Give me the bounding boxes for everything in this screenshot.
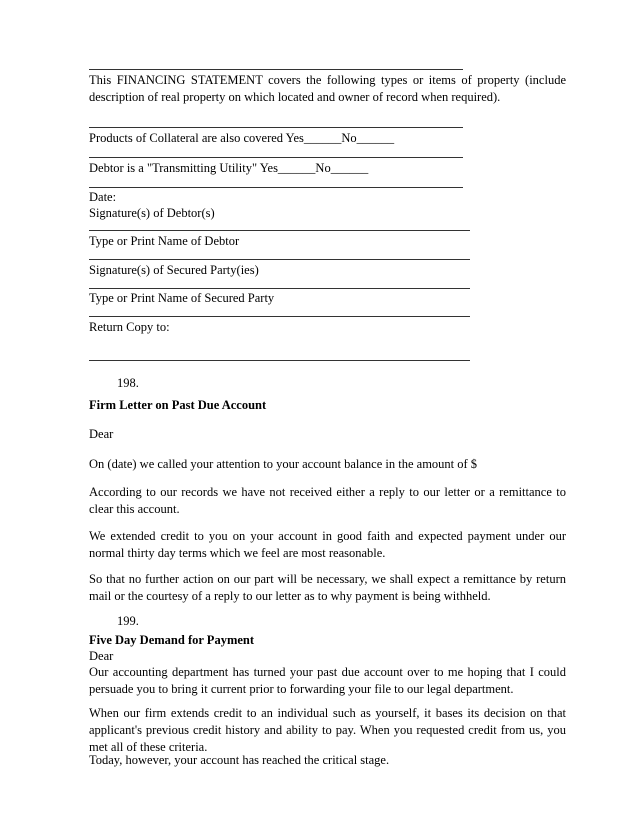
signature-debtor-label: Signature(s) of Debtor(s) [89, 206, 215, 220]
financing-covers-text: This FINANCING STATEMENT covers the following types or items of property (include description of real property on which located and owner of record when required). [89, 73, 566, 104]
signature-line [89, 187, 463, 188]
salutation: Dear [89, 427, 114, 441]
signature-line [89, 259, 470, 260]
return-copy-label: Return Copy to: [89, 320, 170, 334]
signature-line [89, 230, 470, 231]
signature-line [89, 316, 470, 317]
signature-line [89, 69, 463, 70]
name-secured-party-label: Type or Print Name of Secured Party [89, 291, 275, 305]
paragraph: When our firm extends credit to an individual such as yourself, it bases its decision on that applicant's previous credit history and ability to pay. When you requested credit from us, you met all of these criteria. [89, 706, 566, 754]
section-number: 198. [117, 376, 139, 390]
paragraph: On (date) we called your attention to your account balance in the amount of $ [89, 457, 478, 471]
paragraph: We extended credit to you on your account in good faith and expected payment under our normal thirty day terms which we feel are most reasonable. [89, 529, 566, 560]
date-label: Date: [89, 190, 117, 204]
products-collateral-line: Products of Collateral are also covered Yes______No______ [89, 131, 395, 145]
paragraph: So that no further action on our part will be necessary, we shall expect a remittance by return mail or the courtesy of a reply to our letter as to why payment is being withheld. [89, 572, 566, 603]
paragraph: Today, however, your account has reached the critical stage. [89, 753, 390, 767]
signature-line [89, 288, 470, 289]
signature-line [89, 360, 470, 361]
paragraph: According to our records we have not received either a reply to our letter or a remittance to clear this account. [89, 485, 566, 516]
signature-line [89, 157, 463, 158]
signature-secured-party-label: Signature(s) of Secured Party(ies) [89, 263, 259, 277]
salutation: Dear [89, 649, 114, 663]
debtor-utility-line: Debtor is a "Transmitting Utility" Yes______No______ [89, 161, 369, 175]
name-debtor-label: Type or Print Name of Debtor [89, 234, 240, 248]
paragraph: Our accounting department has turned your past due account over to me hoping that I could persuade you to bring it current prior to forwarding your file to our legal department. [89, 665, 566, 696]
signature-line [89, 127, 463, 128]
section-title: Five Day Demand for Payment [89, 633, 255, 647]
section-number: 199. [117, 614, 139, 628]
section-title: Firm Letter on Past Due Account [89, 398, 267, 412]
